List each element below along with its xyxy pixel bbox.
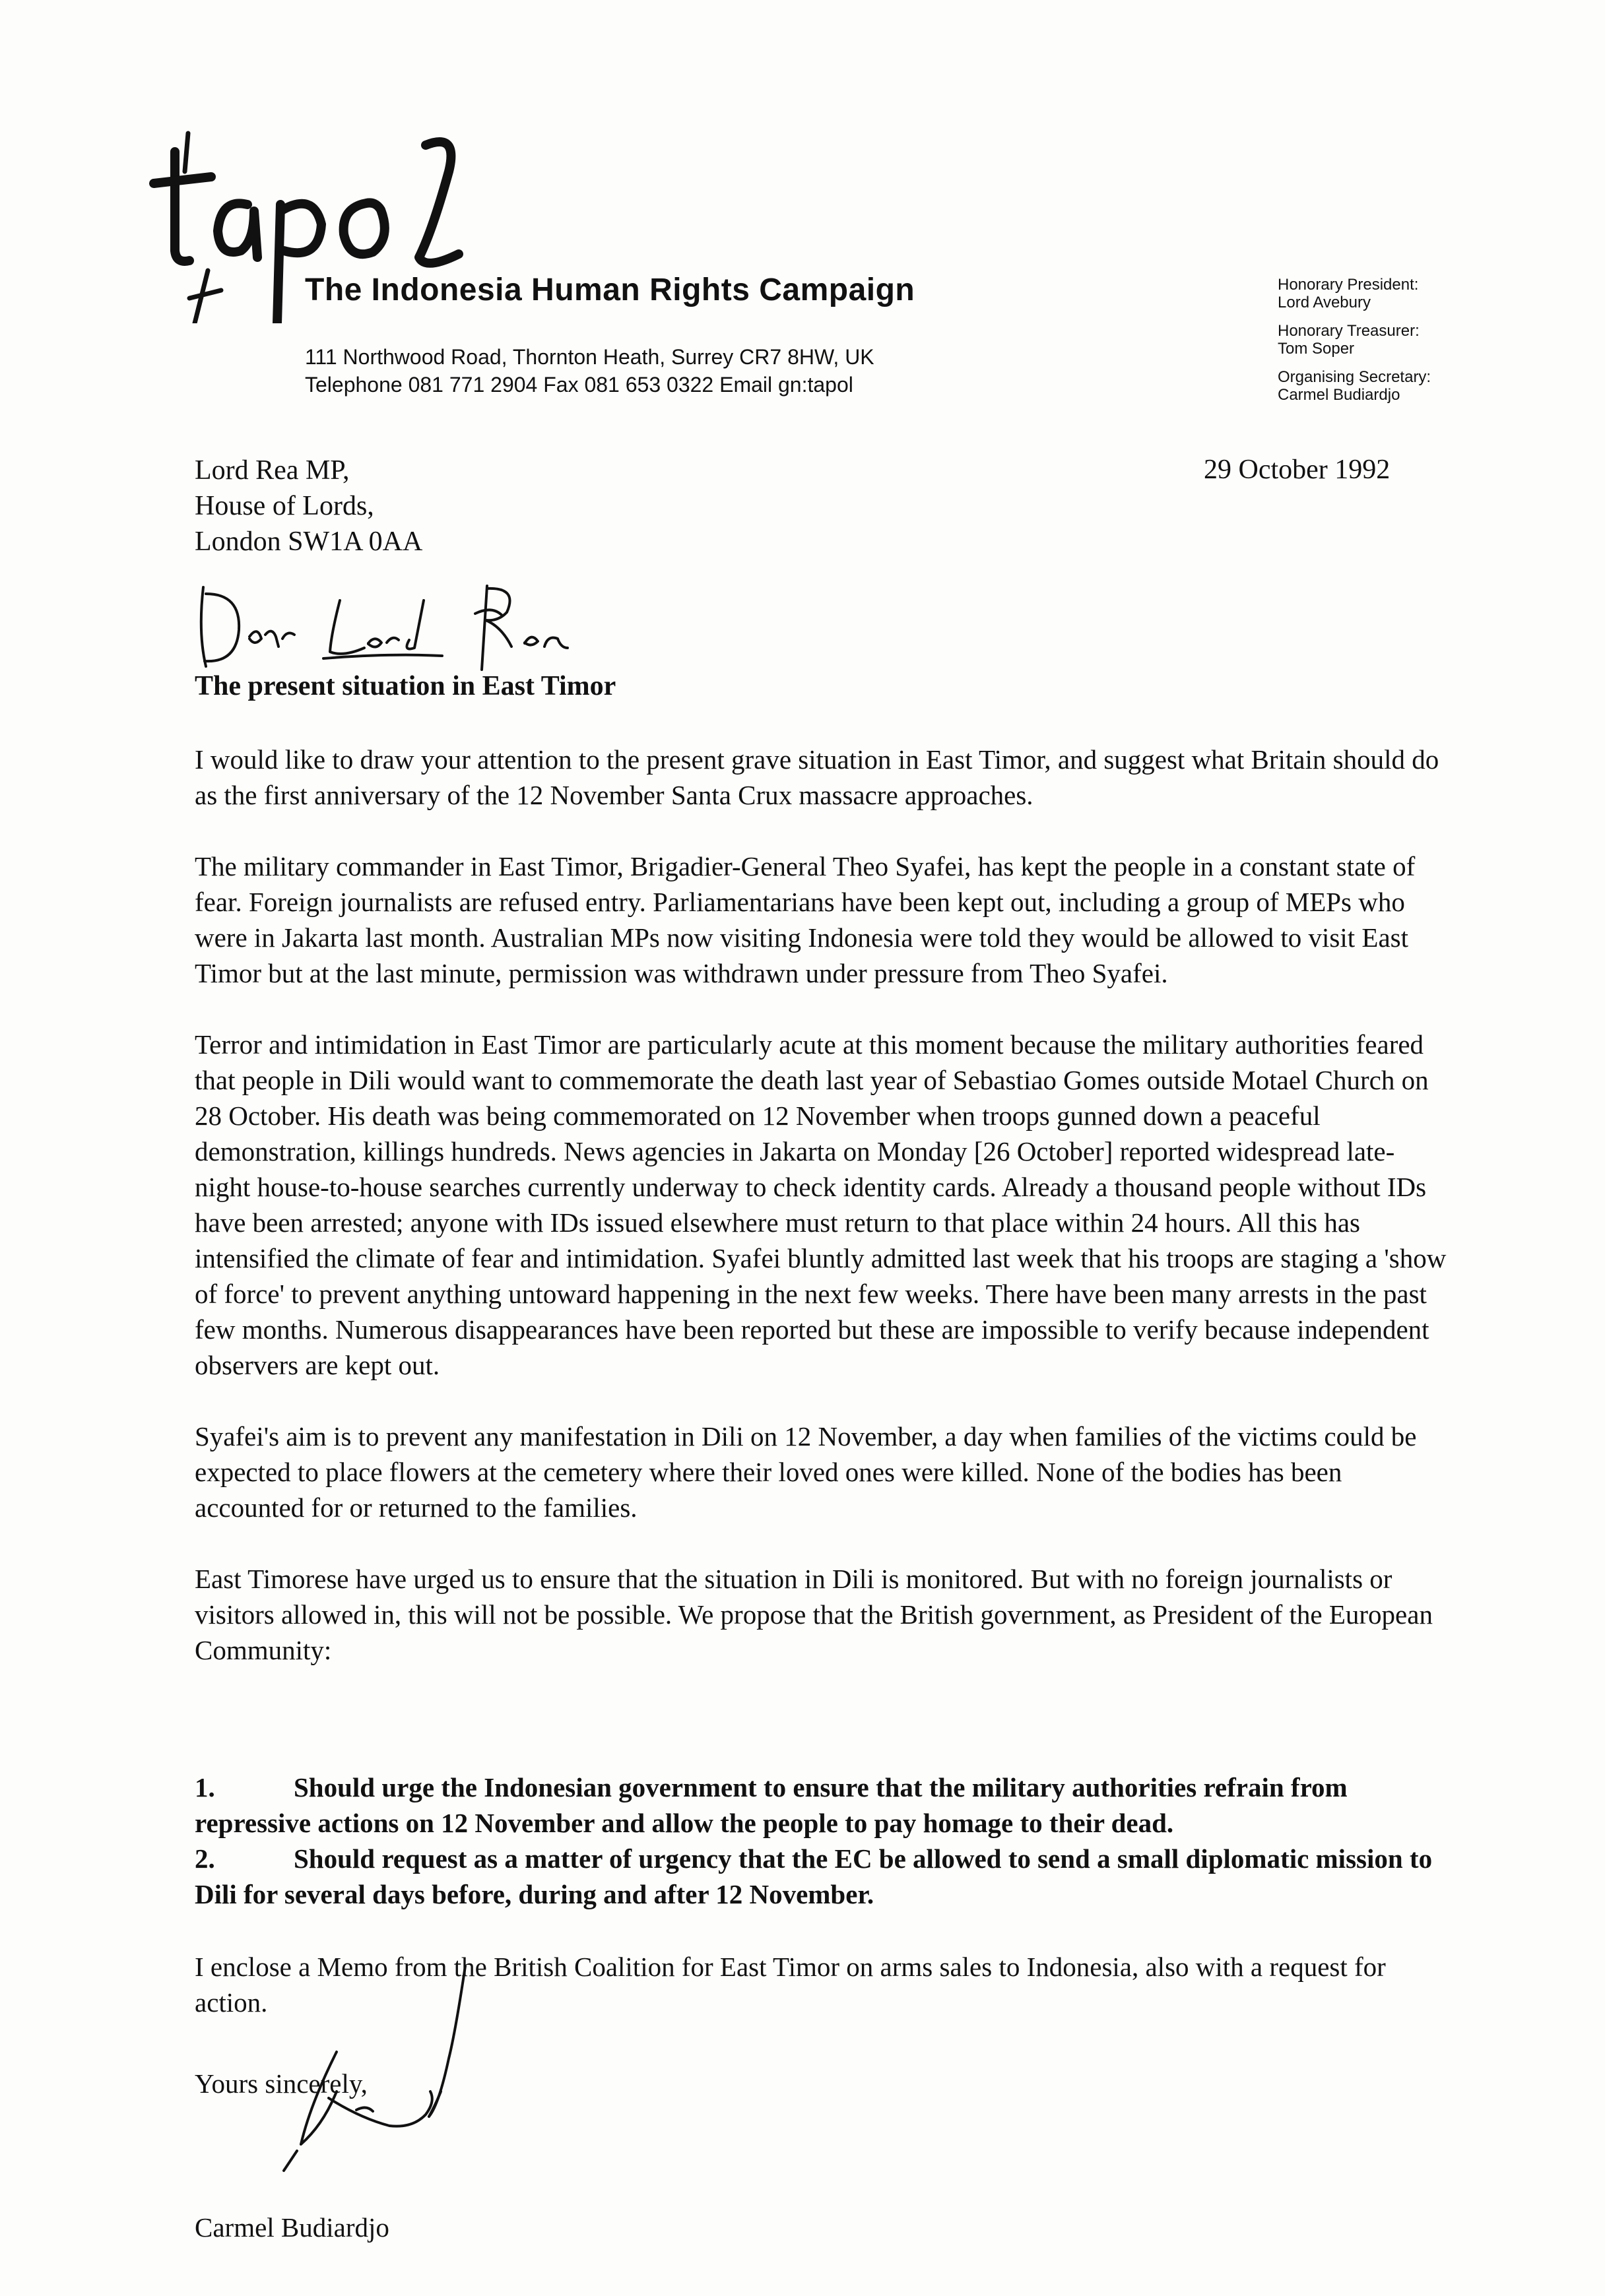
complimentary-close: Yours sincerely,	[195, 2068, 368, 2099]
officer-entry	[1278, 276, 1581, 311]
body-paragraph: The military commander in East Timor, Brigadier-General Theo Syafei, has kept the people in a constant state of fear. Foreign journalists are refused entry. Parliamentarians have been kept out, including a group of MEPs who were in Jakarta last month. Australian MPs now visiting Indonesia were told they would be allowed to visit East Timor but at the last minute, permission was withdrawn under pressure from Theo Syafei.	[195, 851, 1416, 988]
proposed-actions-list	[195, 1770, 1449, 1912]
organization-name: The Indonesia Human Rights Campaign	[305, 272, 915, 307]
action-text: Should urge the Indonesian government to ensure that the military authorities refrain from repressive actions on 12 November and allow the people to pay homage to their dead.	[195, 1772, 1348, 1838]
officer-name: Lord Avebury	[1278, 294, 1371, 311]
letter-subject: The present situation in East Timor	[195, 671, 616, 701]
officer-name: Tom Soper	[1278, 340, 1355, 358]
action-number: 2.	[195, 1843, 215, 1874]
proposed-action-item	[195, 1770, 1449, 1841]
body-paragraph: Terror and intimidation in East Timor are particularly acute at this moment because the military authorities feared that people in Dili would want to commemorate the death last year of Sebastiao Gomes outside Motael Church on 28 October. His death was being commemorated on 12 November when troops gunned down a peaceful demonstration, killings hundreds. News agencies in Jakarta on Monday [26 October] reported widespread late-night house-to-house searches currently underway to check identity cards. Already a thousand people without IDs have been arrested; anyone with IDs issued elsewhere must return to that place within 24 hours. All this has intensified the climate of fear and intimidation. Syafei bluntly admitted last week that his troops are staging a 'show of force' to prevent anything untoward happening in the next few weeks. There have been many arrests in the past few months. Numerous disappearances have been reported but these are impossible to verify because independent observers are kept out.	[195, 1029, 1447, 1380]
body-paragraph: Syafei's aim is to prevent any manifestation in Dili on 12 November, a day when families of the victims could be expected to place flowers at the cemetery where their loved ones were killed. None of the bodies has been accounted for or returned to the families.	[195, 1421, 1417, 1523]
body-paragraph: I would like to draw your attention to the present grave situation in East Timor, and suggest what Britain should do as the first anniversary of the 12 November Santa Crux massacre approaches.	[195, 744, 1439, 810]
action-number: 1.	[195, 1772, 215, 1802]
officer-name: Carmel Budiardjo	[1278, 386, 1400, 404]
body-paragraph: East Timorese have urged us to ensure that the situation in Dili is monitored. But with no foreign journalists or visitors allowed in, this will not be possible. We propose that the British government, as President of the European Community:	[195, 1564, 1433, 1665]
recipient-line: House of Lords,	[195, 491, 374, 521]
organization-contact: Telephone 081 771 2904 Fax 081 653 0322 Email gn:tapol	[305, 373, 853, 397]
action-text: Should request as a matter of urgency that the EC be allowed to send a small diplomatic mission to Dili for several days before, during and after 12 November.	[195, 1843, 1433, 1909]
officer-title: Honorary Treasurer:	[1278, 322, 1420, 340]
letter-body	[195, 742, 1449, 1704]
recipient-line: London SW1A 0AA	[195, 526, 423, 557]
organization-address-block	[305, 343, 874, 399]
recipient-line: Lord Rea MP,	[195, 455, 350, 486]
enclosure-note: I enclose a Memo from the British Coalition for East Timor on arms sales to Indonesia, also with a request for action.	[195, 1952, 1386, 2018]
handwritten-salutation	[191, 574, 601, 673]
officer-entry	[1278, 368, 1581, 404]
handwritten-signature	[238, 1953, 488, 2177]
signer-name: Carmel Budiardjo	[195, 2212, 389, 2243]
organization-address: 111 Northwood Road, Thornton Heath, Surrey CR7 8HW, UK	[305, 345, 874, 369]
officer-entry	[1278, 322, 1581, 358]
letter-date: 29 October 1992	[1204, 455, 1391, 485]
recipient-address	[195, 453, 422, 559]
officer-title: Organising Secretary:	[1278, 368, 1431, 386]
officer-title: Honorary President:	[1278, 276, 1419, 294]
proposed-action-item	[195, 1841, 1449, 1912]
officers-list	[1278, 276, 1581, 414]
